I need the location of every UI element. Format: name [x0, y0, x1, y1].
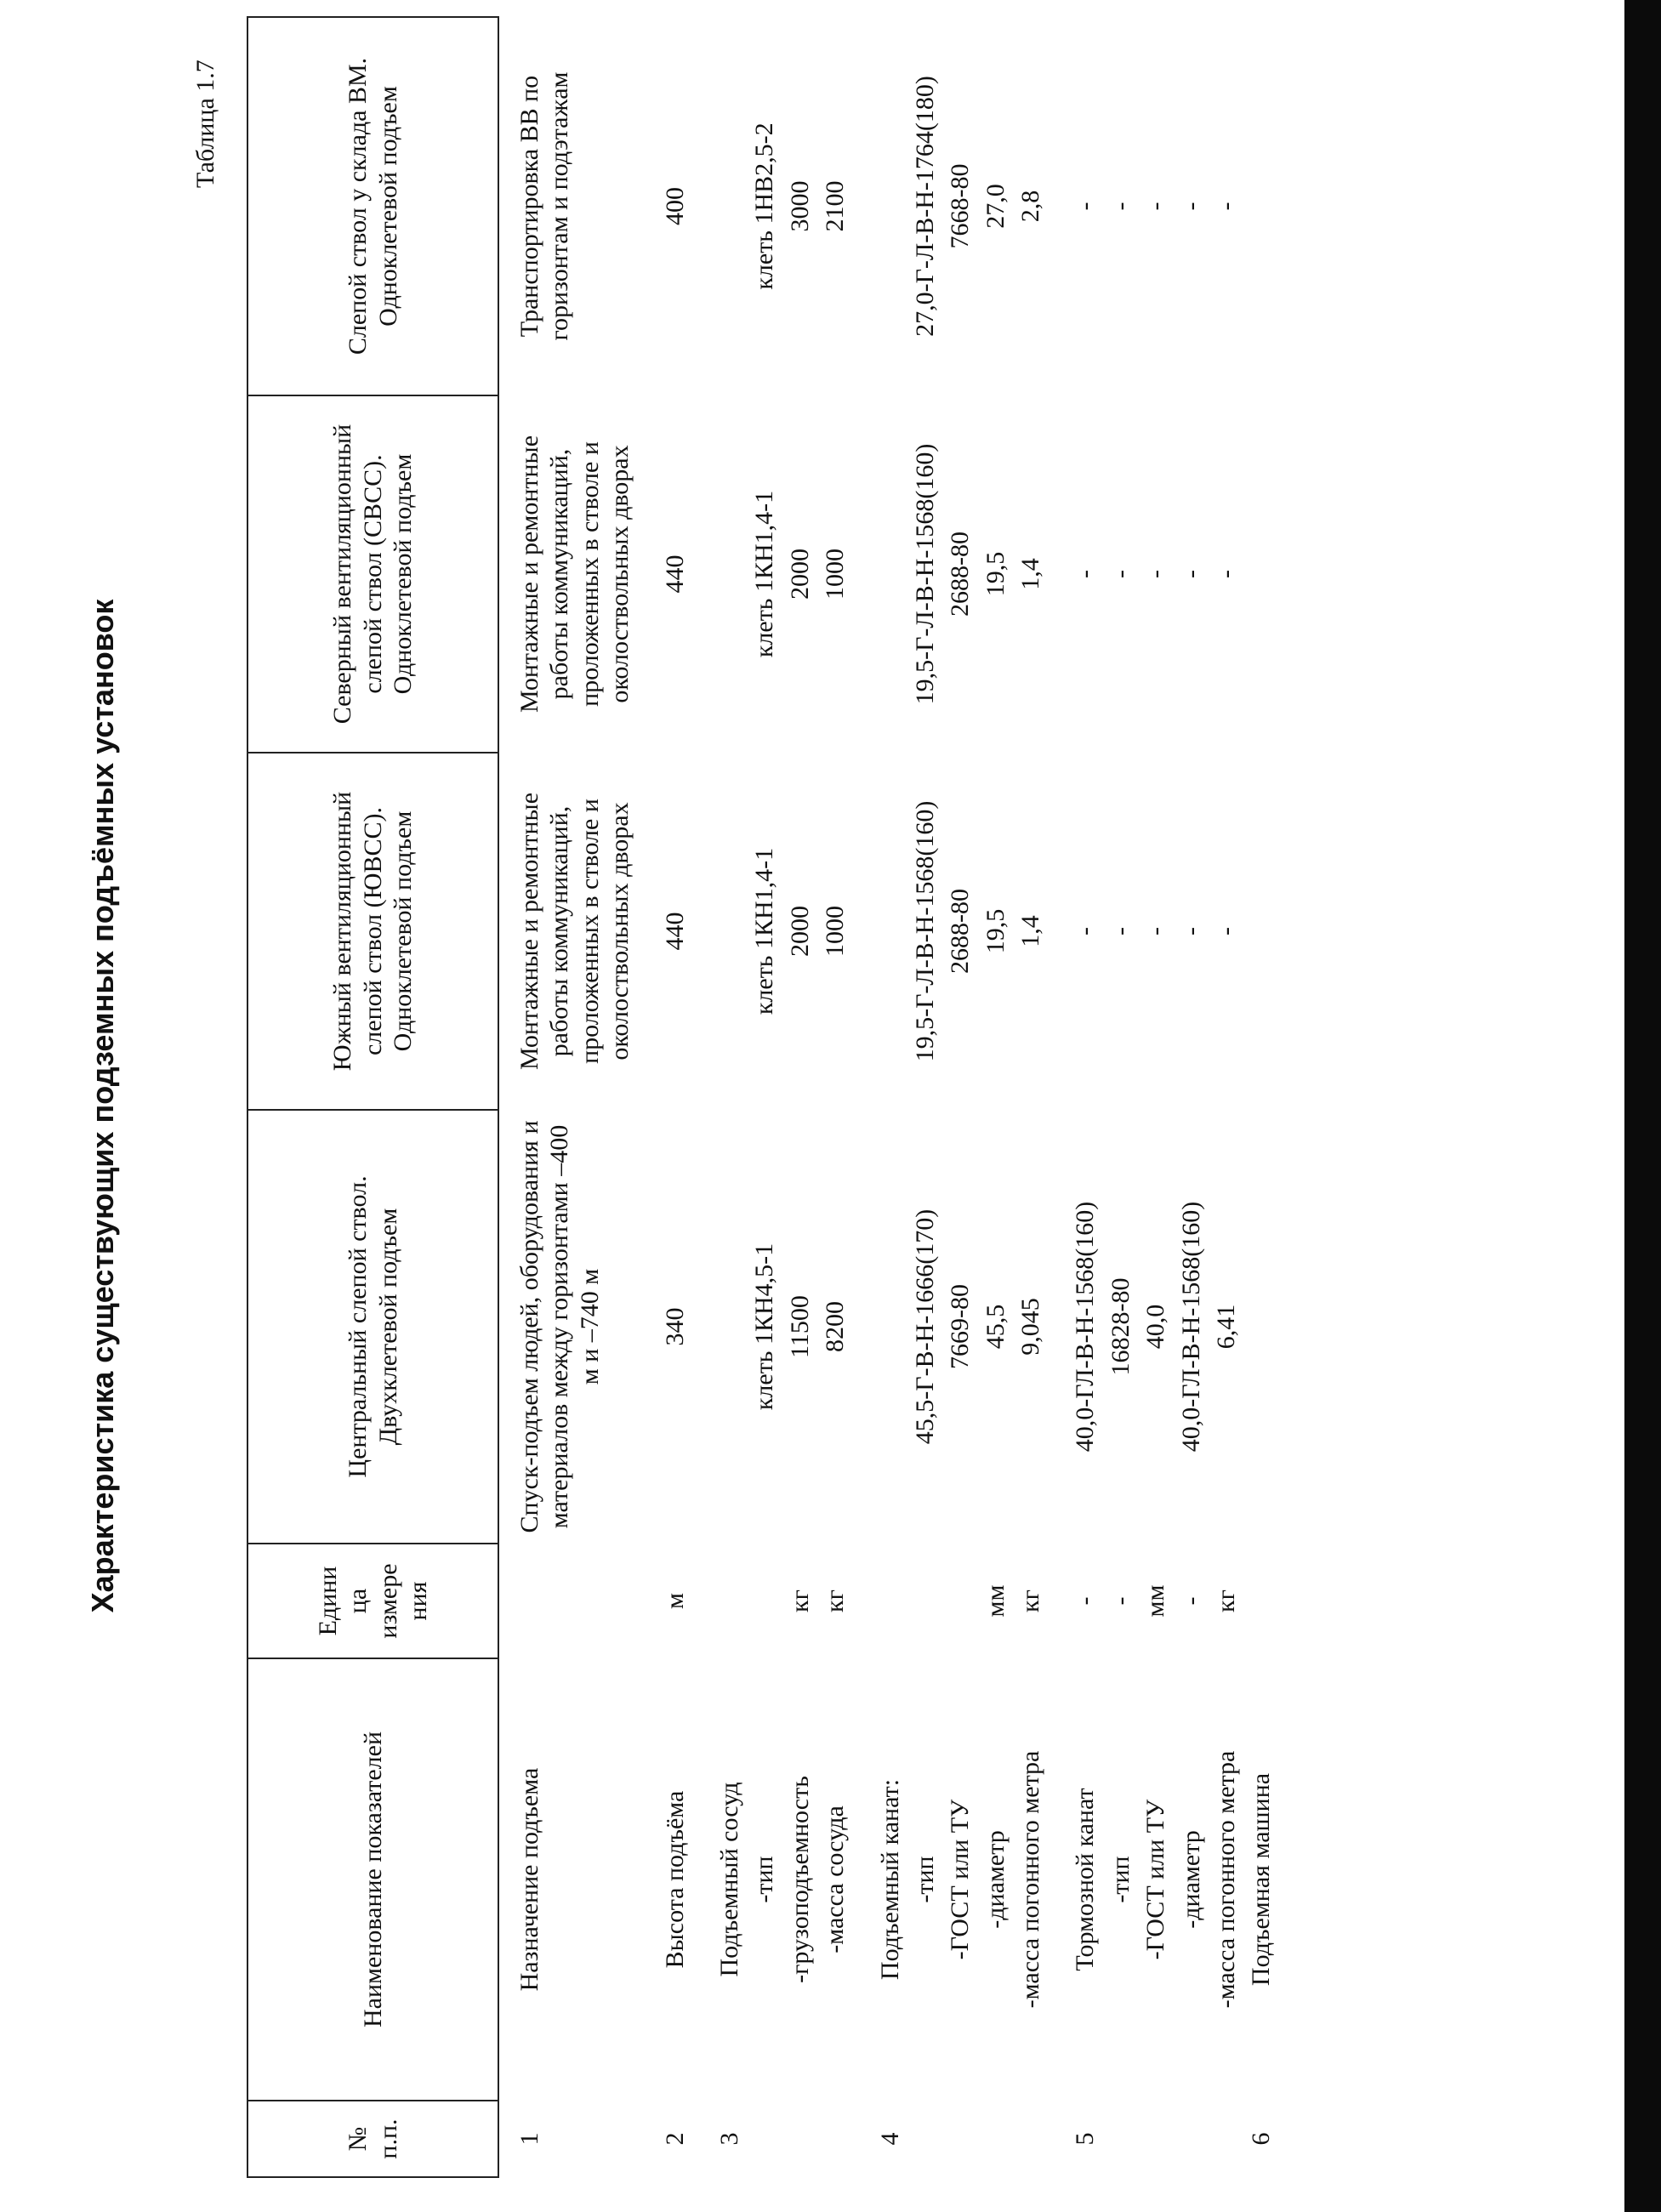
- row-num: [1103, 2101, 1138, 2177]
- header-num: № п.п.: [247, 2101, 498, 2177]
- cell-north: [1243, 395, 1278, 753]
- row-unit: кг: [821, 1589, 850, 1612]
- cell-explosives: [712, 17, 747, 395]
- cell-south: 1,4: [1016, 915, 1045, 947]
- row-name: -масса погонного метра: [1016, 1750, 1045, 2009]
- cell-north: -: [1071, 570, 1100, 578]
- row-unit: мм: [981, 1584, 1010, 1618]
- cell-explosives: Транспортировка ВВ по горизонтам и подэтажам: [515, 71, 574, 341]
- table-row: [747, 17, 782, 2177]
- cell-explosives: 400: [660, 187, 689, 225]
- cell-south: -: [1176, 927, 1205, 935]
- table-row: [1243, 17, 1278, 2177]
- table-row: [1138, 17, 1173, 2177]
- cell-north: 440: [660, 554, 689, 594]
- table-row: [782, 17, 817, 2177]
- cell-south: -: [1212, 927, 1241, 935]
- cell-explosives: 27,0: [981, 184, 1010, 229]
- cell-explosives: -: [1141, 202, 1170, 211]
- cell-north: клеть 1КН1,4-1: [750, 490, 779, 658]
- cell-north: 2688-80: [946, 532, 975, 617]
- row-num: 5: [1071, 2132, 1100, 2146]
- row-unit: [873, 1544, 907, 1658]
- cell-south: Монтажные и ремонтные работы коммуникаций, проложенных в стволе и околоствольных дворах: [515, 792, 634, 1071]
- row-unit: [1243, 1544, 1278, 1658]
- cell-south: -: [1071, 927, 1100, 935]
- row-num: 6: [1247, 2132, 1276, 2146]
- row-name: -ГОСТ или ТУ: [1141, 1799, 1170, 1960]
- cell-south: клеть 1КН1,4-1: [750, 847, 779, 1015]
- cell-central: клеть 1КН4,5-1: [750, 1242, 779, 1411]
- cell-central: 340: [660, 1307, 689, 1346]
- cell-south: 19,5: [981, 908, 1010, 954]
- table-row: [942, 17, 977, 2177]
- row-unit: кг: [1016, 1589, 1045, 1612]
- table-row: [873, 17, 907, 2177]
- cell-north: 1,4: [1016, 558, 1045, 590]
- cell-south: 19,5-Г-Л-В-Н-1568(160): [910, 800, 939, 1062]
- cell-south: 1000: [821, 906, 850, 957]
- cell-south: [712, 753, 747, 1110]
- cell-south: [1243, 753, 1278, 1110]
- cell-central: [712, 1110, 747, 1544]
- cell-central: [1243, 1110, 1278, 1544]
- cell-south: -: [1141, 927, 1170, 935]
- page-title: Характеристика существующих подземных подъёмных установок: [85, 599, 120, 1613]
- row-num: [1138, 2101, 1173, 2177]
- row-num: [1013, 2101, 1067, 2177]
- row-unit: [907, 1544, 942, 1658]
- cell-explosives: 2,8: [1016, 190, 1045, 223]
- cell-north: -: [1176, 570, 1205, 578]
- table-row: [1174, 17, 1209, 2177]
- row-name: -масса погонного метра: [1212, 1750, 1241, 2009]
- cell-explosives: 3000: [785, 180, 814, 232]
- cell-central: 11500: [785, 1295, 814, 1358]
- row-num: [978, 2101, 1013, 2177]
- row-name: Назначение подъема: [515, 1767, 543, 1992]
- cell-central: Спуск-подъем людей, оборудования и материалов между горизонтами –400 м и –740 м: [515, 1120, 604, 1533]
- cell-explosives: -: [1106, 202, 1135, 211]
- cell-explosives: [873, 17, 907, 395]
- cell-south: 2688-80: [946, 889, 975, 974]
- cell-explosives: 27,0-Г-Л-В-Н-1764(180): [910, 76, 939, 337]
- row-unit: [747, 1544, 782, 1658]
- row-unit: [498, 1544, 657, 1658]
- table-row: [1013, 17, 1067, 2177]
- table-row: [498, 17, 657, 2177]
- cell-south: -: [1106, 927, 1135, 935]
- header-row: [247, 17, 498, 2177]
- cell-north: Монтажные и ремонтные работы коммуникаций, проложенных в стволе и околоствольных дворах: [515, 435, 634, 714]
- cell-central: 8200: [821, 1301, 850, 1352]
- cell-north: [873, 395, 907, 753]
- cell-explosives: -: [1176, 202, 1205, 211]
- cell-explosives: клеть 1НВ2,5-2: [750, 122, 779, 290]
- cell-central: 9,045: [1016, 1298, 1045, 1356]
- cell-north: -: [1106, 570, 1135, 578]
- header-explosives-shaft: Слепой ствол у склада ВМ. Одноклетевой подъем: [247, 17, 498, 395]
- row-unit: [712, 1544, 747, 1658]
- hoist-characteristics-table: [247, 16, 1279, 2178]
- cell-explosives: 2100: [821, 180, 850, 232]
- row-name: -тип: [750, 1856, 779, 1903]
- cell-central: [873, 1110, 907, 1544]
- row-name: -грузоподъемность: [785, 1776, 814, 1983]
- header-unit: Едини ца измере ния: [247, 1544, 498, 1658]
- table-row: [978, 17, 1013, 2177]
- cell-central: 45,5: [981, 1304, 1010, 1350]
- header-south-shaft: Южный вентиляционный слепой ствол (ЮВСС). Одноклетевой подъем: [247, 753, 498, 1110]
- cell-north: 19,5-Г-Л-В-Н-1568(160): [910, 443, 939, 705]
- cell-explosives: -: [1071, 202, 1100, 211]
- row-num: [907, 2101, 942, 2177]
- row-num: [782, 2101, 817, 2177]
- table-row: [1067, 17, 1102, 2177]
- row-num: 4: [875, 2132, 904, 2146]
- cell-north: 2000: [785, 549, 814, 600]
- table-row: [1209, 17, 1243, 2177]
- row-num: 1: [515, 2132, 543, 2146]
- row-name: Подъемный сосуд: [714, 1782, 743, 1977]
- cell-north: -: [1141, 570, 1170, 578]
- row-unit: кг: [1212, 1589, 1241, 1612]
- table-row: [712, 17, 747, 2177]
- cell-central: 7669-80: [946, 1284, 975, 1369]
- header-central-shaft: Центральный слепой ствол. Двухклетевой подъем: [247, 1110, 498, 1544]
- row-unit: [942, 1544, 977, 1658]
- row-unit: -: [1071, 1596, 1100, 1606]
- row-name: Тормозной канат: [1071, 1788, 1100, 1971]
- table-row: [817, 17, 872, 2177]
- cell-central: 40,0-ГЛ-В-Н-1568(160): [1071, 1201, 1100, 1453]
- row-name: -ГОСТ или ТУ: [946, 1799, 975, 1960]
- row-num: [1209, 2101, 1243, 2177]
- row-num: [817, 2101, 872, 2177]
- cell-central: 6,41: [1212, 1304, 1241, 1350]
- cell-central: 45,5-Г-В-Н-1666(170): [910, 1208, 939, 1445]
- header-name: Наименование показателей: [247, 1658, 498, 2101]
- cell-north: [712, 395, 747, 753]
- table-row: [657, 17, 712, 2177]
- row-unit: -: [1106, 1596, 1135, 1606]
- cell-south: [873, 753, 907, 1110]
- row-name: -диаметр: [981, 1830, 1010, 1929]
- row-name: Высота подъёма: [660, 1790, 689, 1969]
- cell-south: 2000: [785, 906, 814, 957]
- cell-central: 40,0: [1141, 1304, 1170, 1350]
- row-num: [1174, 2101, 1209, 2177]
- row-unit: мм: [1141, 1584, 1170, 1618]
- cell-north: 1000: [821, 549, 850, 600]
- row-name: -тип: [1106, 1856, 1135, 1903]
- cell-explosives: [1243, 17, 1278, 395]
- table-row: [907, 17, 942, 2177]
- row-name: -масса сосуда: [821, 1805, 850, 1953]
- cell-south: 440: [660, 912, 689, 951]
- table-row: [1103, 17, 1138, 2177]
- table-label: Таблица 1.7: [191, 60, 219, 188]
- row-num: 2: [660, 2132, 689, 2146]
- row-unit: -: [1176, 1596, 1205, 1606]
- row-num: [747, 2101, 782, 2177]
- row-unit: м: [660, 1593, 689, 1609]
- cell-central: 16828-80: [1106, 1277, 1135, 1376]
- cell-central: 40,0-ГЛ-В-Н-1568(160): [1176, 1201, 1205, 1453]
- row-num: 3: [714, 2132, 743, 2146]
- row-unit: кг: [785, 1589, 814, 1612]
- row-num: [942, 2101, 977, 2177]
- cell-north: -: [1212, 570, 1241, 578]
- row-name: Подъемный канат:: [875, 1778, 904, 1981]
- row-name: Подъемная машина: [1247, 1772, 1276, 1987]
- row-name: -тип: [910, 1856, 939, 1903]
- cell-explosives: -: [1212, 202, 1241, 211]
- row-name: -диаметр: [1176, 1830, 1205, 1929]
- cell-explosives: 7668-80: [946, 163, 975, 249]
- cell-north: 19,5: [981, 551, 1010, 597]
- header-north-shaft: Северный вентиляционный слепой ствол (СВСС). Одноклетевой подъем: [247, 395, 498, 753]
